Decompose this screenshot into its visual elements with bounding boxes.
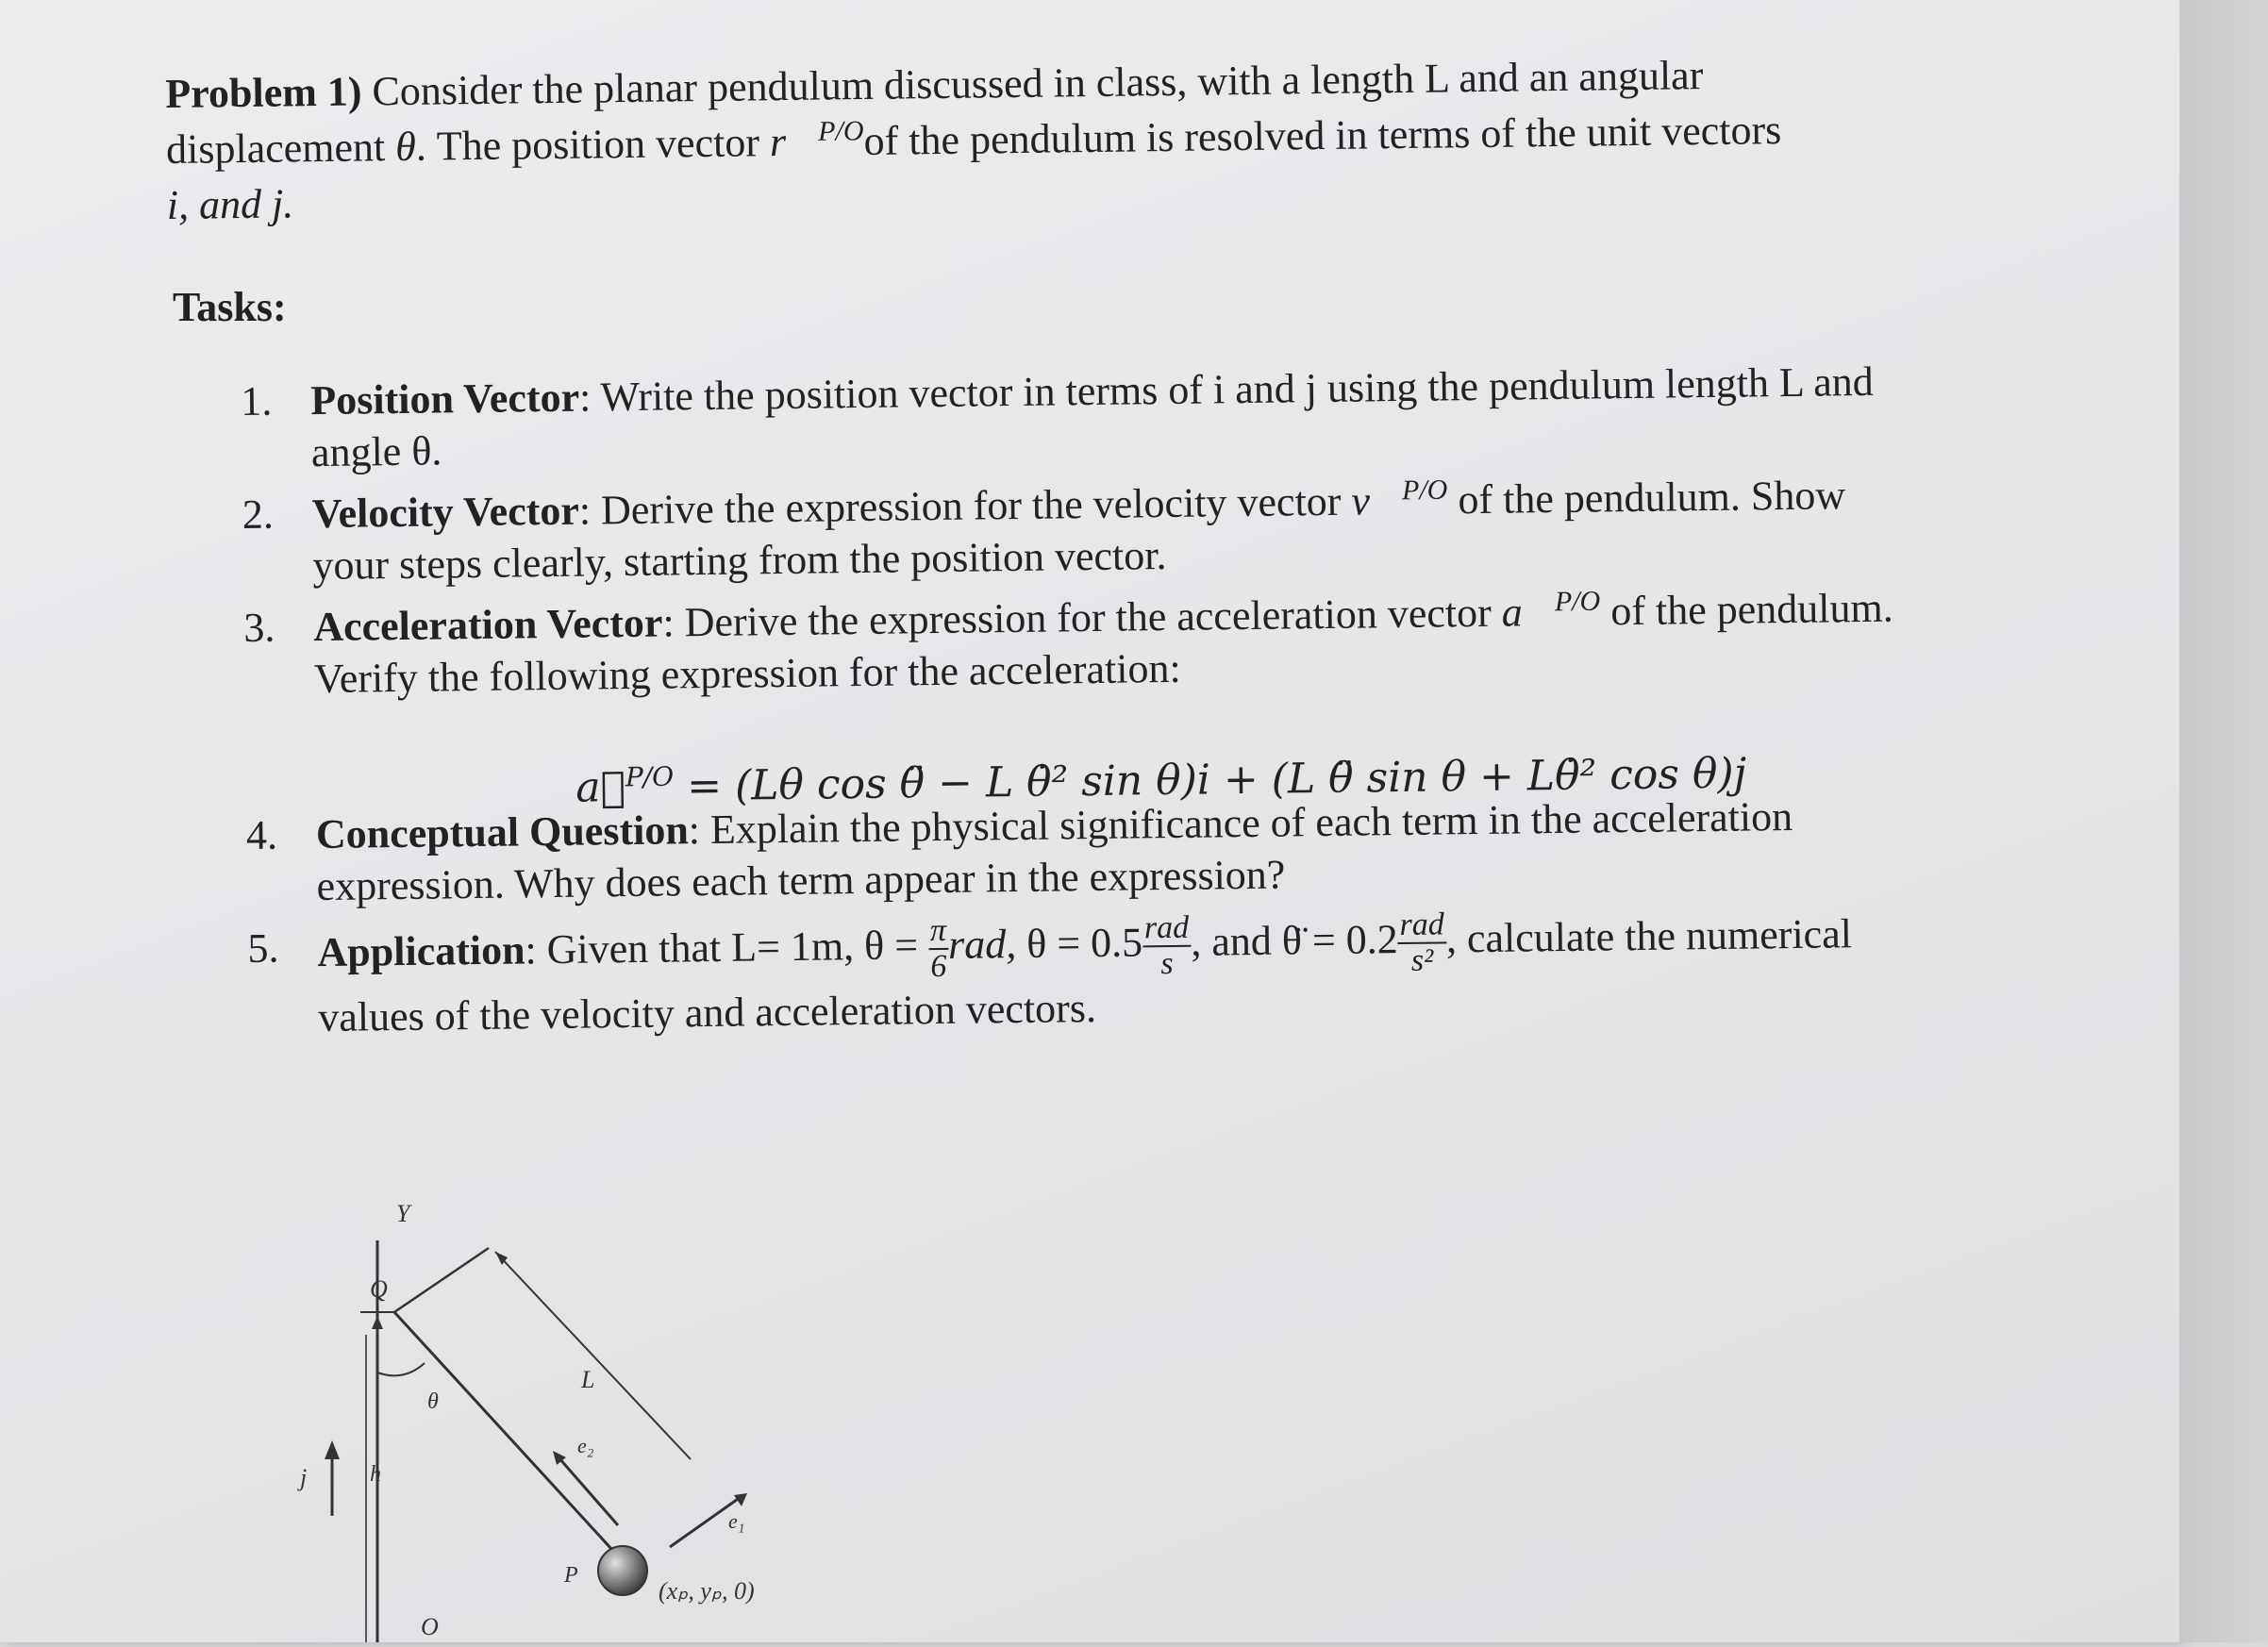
theta-arc (377, 1363, 425, 1375)
label-y-axis: Y (396, 1200, 410, 1227)
velocity-vector-symbol: v⃗ (1351, 476, 1403, 524)
task-item-2 (242, 468, 1931, 592)
pendulum-figure (283, 1184, 811, 1642)
task-text: : Given that L= 1m, θ = (525, 922, 929, 973)
arrow-head-icon (372, 1316, 383, 1329)
task-item-4 (246, 789, 1936, 913)
task-item-1 (241, 355, 1930, 479)
rad-per-s-fraction: $\frac{\text{rad}}{s}$ (1142, 911, 1192, 982)
task-text: : Derive the expression for the velocity vector (578, 477, 1352, 534)
task-number: 5. (247, 924, 279, 972)
length-dimension-line (495, 1252, 691, 1459)
equation-rhs: = (Lθ cos θ̈ − L θ̇² sin θ)i + (L θ̈ sin θ + Lθ̇² cos θ)j (673, 749, 1747, 811)
task-item-5 (247, 902, 1937, 1044)
task-title: Acceleration Vector (312, 599, 663, 651)
task-title: Position Vector (310, 374, 580, 424)
label-bob-coordinates: (xₚ, yₚ, 0) (659, 1577, 755, 1605)
acceleration-vector-superscript: P/O (1554, 585, 1601, 618)
acceleration-vector-symbol: a⃗ (1501, 589, 1556, 636)
position-vector-superscript: P/O (817, 115, 864, 147)
e2-vector (559, 1457, 618, 1525)
length-extension-top (394, 1248, 489, 1312)
label-h: h (370, 1462, 381, 1487)
label-e2: e₂ (577, 1434, 594, 1457)
task-number: 3. (242, 604, 275, 651)
task-number: 4. (245, 811, 278, 858)
theta-symbol: θ (394, 123, 417, 171)
task-number: 2. (242, 491, 275, 538)
pendulum-diagram (283, 1184, 811, 1642)
problem-text-2: . The position vector (415, 119, 771, 170)
label-e1: e₁ (728, 1509, 745, 1533)
position-vector-symbol: r⃗ (769, 118, 819, 166)
tasks-heading: Tasks: (173, 284, 287, 330)
label-length: L (581, 1366, 595, 1393)
task-list (241, 355, 1938, 1054)
label-j: j (300, 1464, 308, 1491)
arrow-head-icon (325, 1440, 340, 1459)
task-title: Application (317, 926, 525, 976)
problem-text-4: i, and j. (166, 180, 294, 228)
problem-label: Problem 1) (165, 68, 362, 117)
label-theta: θ (427, 1389, 439, 1414)
problem-statement (165, 44, 1922, 233)
task-text: of the pendulum. Show your steps clearly, starting from the position vector. (312, 472, 1846, 590)
label-p: P (564, 1563, 578, 1588)
theta-dot-value: θ = 0.5 (1015, 919, 1143, 968)
label-origin: O (421, 1613, 439, 1640)
task-number: 1. (241, 377, 273, 424)
rad-per-s2-fraction: $\frac{\text{rad}}{\text{s²}}$ (1397, 907, 1446, 978)
equation-superscript: P/O (625, 760, 675, 793)
label-q: Q (370, 1275, 388, 1303)
problem-text-1: Consider the planar pendulum discussed in class, with a length L and an angular displacement (165, 52, 1704, 173)
pi-over-six-fraction: $\frac{\pi}{6}$ (929, 912, 947, 985)
task-text: of the pendulum. Verify the following expression for the acceleration: (313, 584, 1893, 703)
task-item-3 (243, 581, 1933, 706)
task-text: : Write the position vector in terms of i and j using the pendulum length L and angle θ. (310, 358, 1875, 476)
task-title: Velocity Vector (311, 487, 580, 538)
velocity-vector-superscript: P/O (1401, 474, 1448, 507)
task-text: : Explain the physical significance of each term in the acceleration expression. Why does each term appear in the expression? (316, 792, 1793, 910)
equation-lhs: a⃗ (575, 763, 626, 812)
task-title: Conceptual Question (315, 807, 690, 858)
task-text: , calculate the numerical values of the velocity and acceleration vectors. (318, 910, 1853, 1041)
background-edge (2179, 0, 2268, 1642)
pendulum-bob (598, 1546, 647, 1595)
task-text: : Derive the expression for the acceleration vector (662, 589, 1503, 646)
rad-unit: rad, (947, 921, 1017, 968)
theta-ddot-value: , and θ̈ = 0.2 (1191, 916, 1399, 965)
problem-text-3: of the pendulum is resolved in terms of the unit vectors (863, 107, 1782, 164)
